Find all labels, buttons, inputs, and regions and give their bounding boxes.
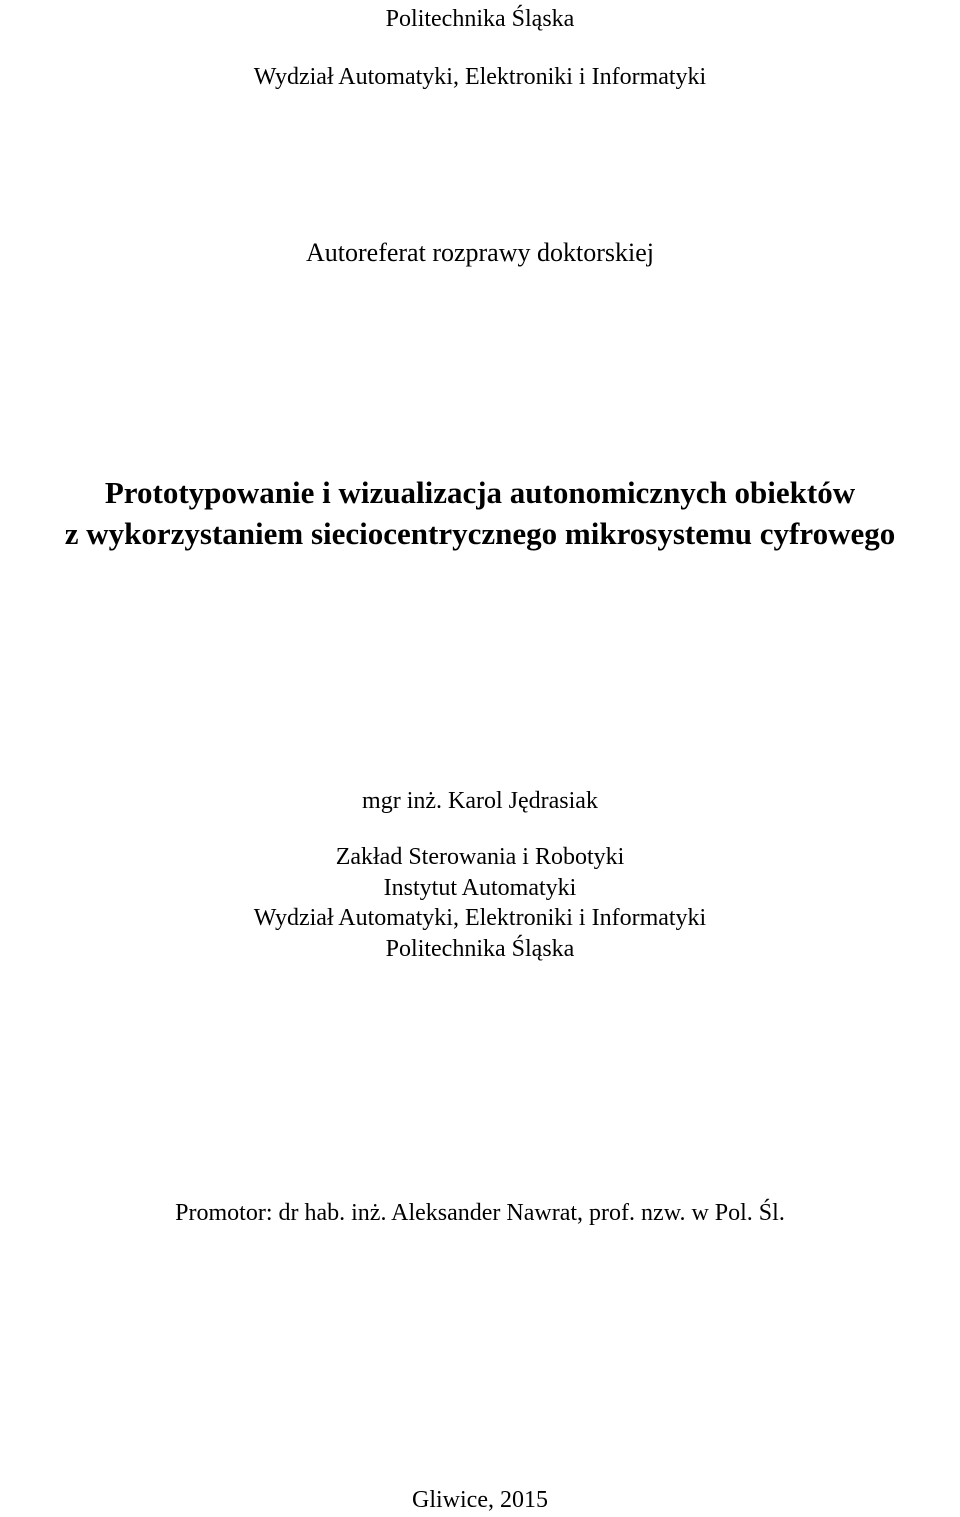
header-university: Politechnika Śląska <box>385 6 575 32</box>
author-name: mgr inż. Karol Jędrasiak <box>362 788 598 814</box>
thesis-title-line-2: z wykorzystaniem sieciocentrycznego mikrosystemu cyfrowego <box>64 516 896 551</box>
place-date: Gliwice, 2015 <box>412 1487 548 1513</box>
affiliation-faculty: Wydział Automatyki, Elektroniki i Informatyki <box>253 905 707 931</box>
thesis-title-line-1: Prototypowanie i wizualizacja autonomicznych obiektów <box>104 475 856 510</box>
affiliation-university: Politechnika Śląska <box>385 935 575 962</box>
supervisor: Promotor: dr hab. inż. Aleksander Nawrat, prof. nzw. w Pol. Śl. <box>175 1200 785 1226</box>
document-type: Autoreferat rozprawy doktorskiej <box>306 238 654 267</box>
header-faculty: Wydział Automatyki, Elektroniki i Informatyki <box>253 64 707 90</box>
affiliation-institute: Instytut Automatyki <box>383 874 577 901</box>
affiliation-department: Zakład Sterowania i Robotyki <box>335 844 625 870</box>
affiliation-block <box>0 842 960 964</box>
